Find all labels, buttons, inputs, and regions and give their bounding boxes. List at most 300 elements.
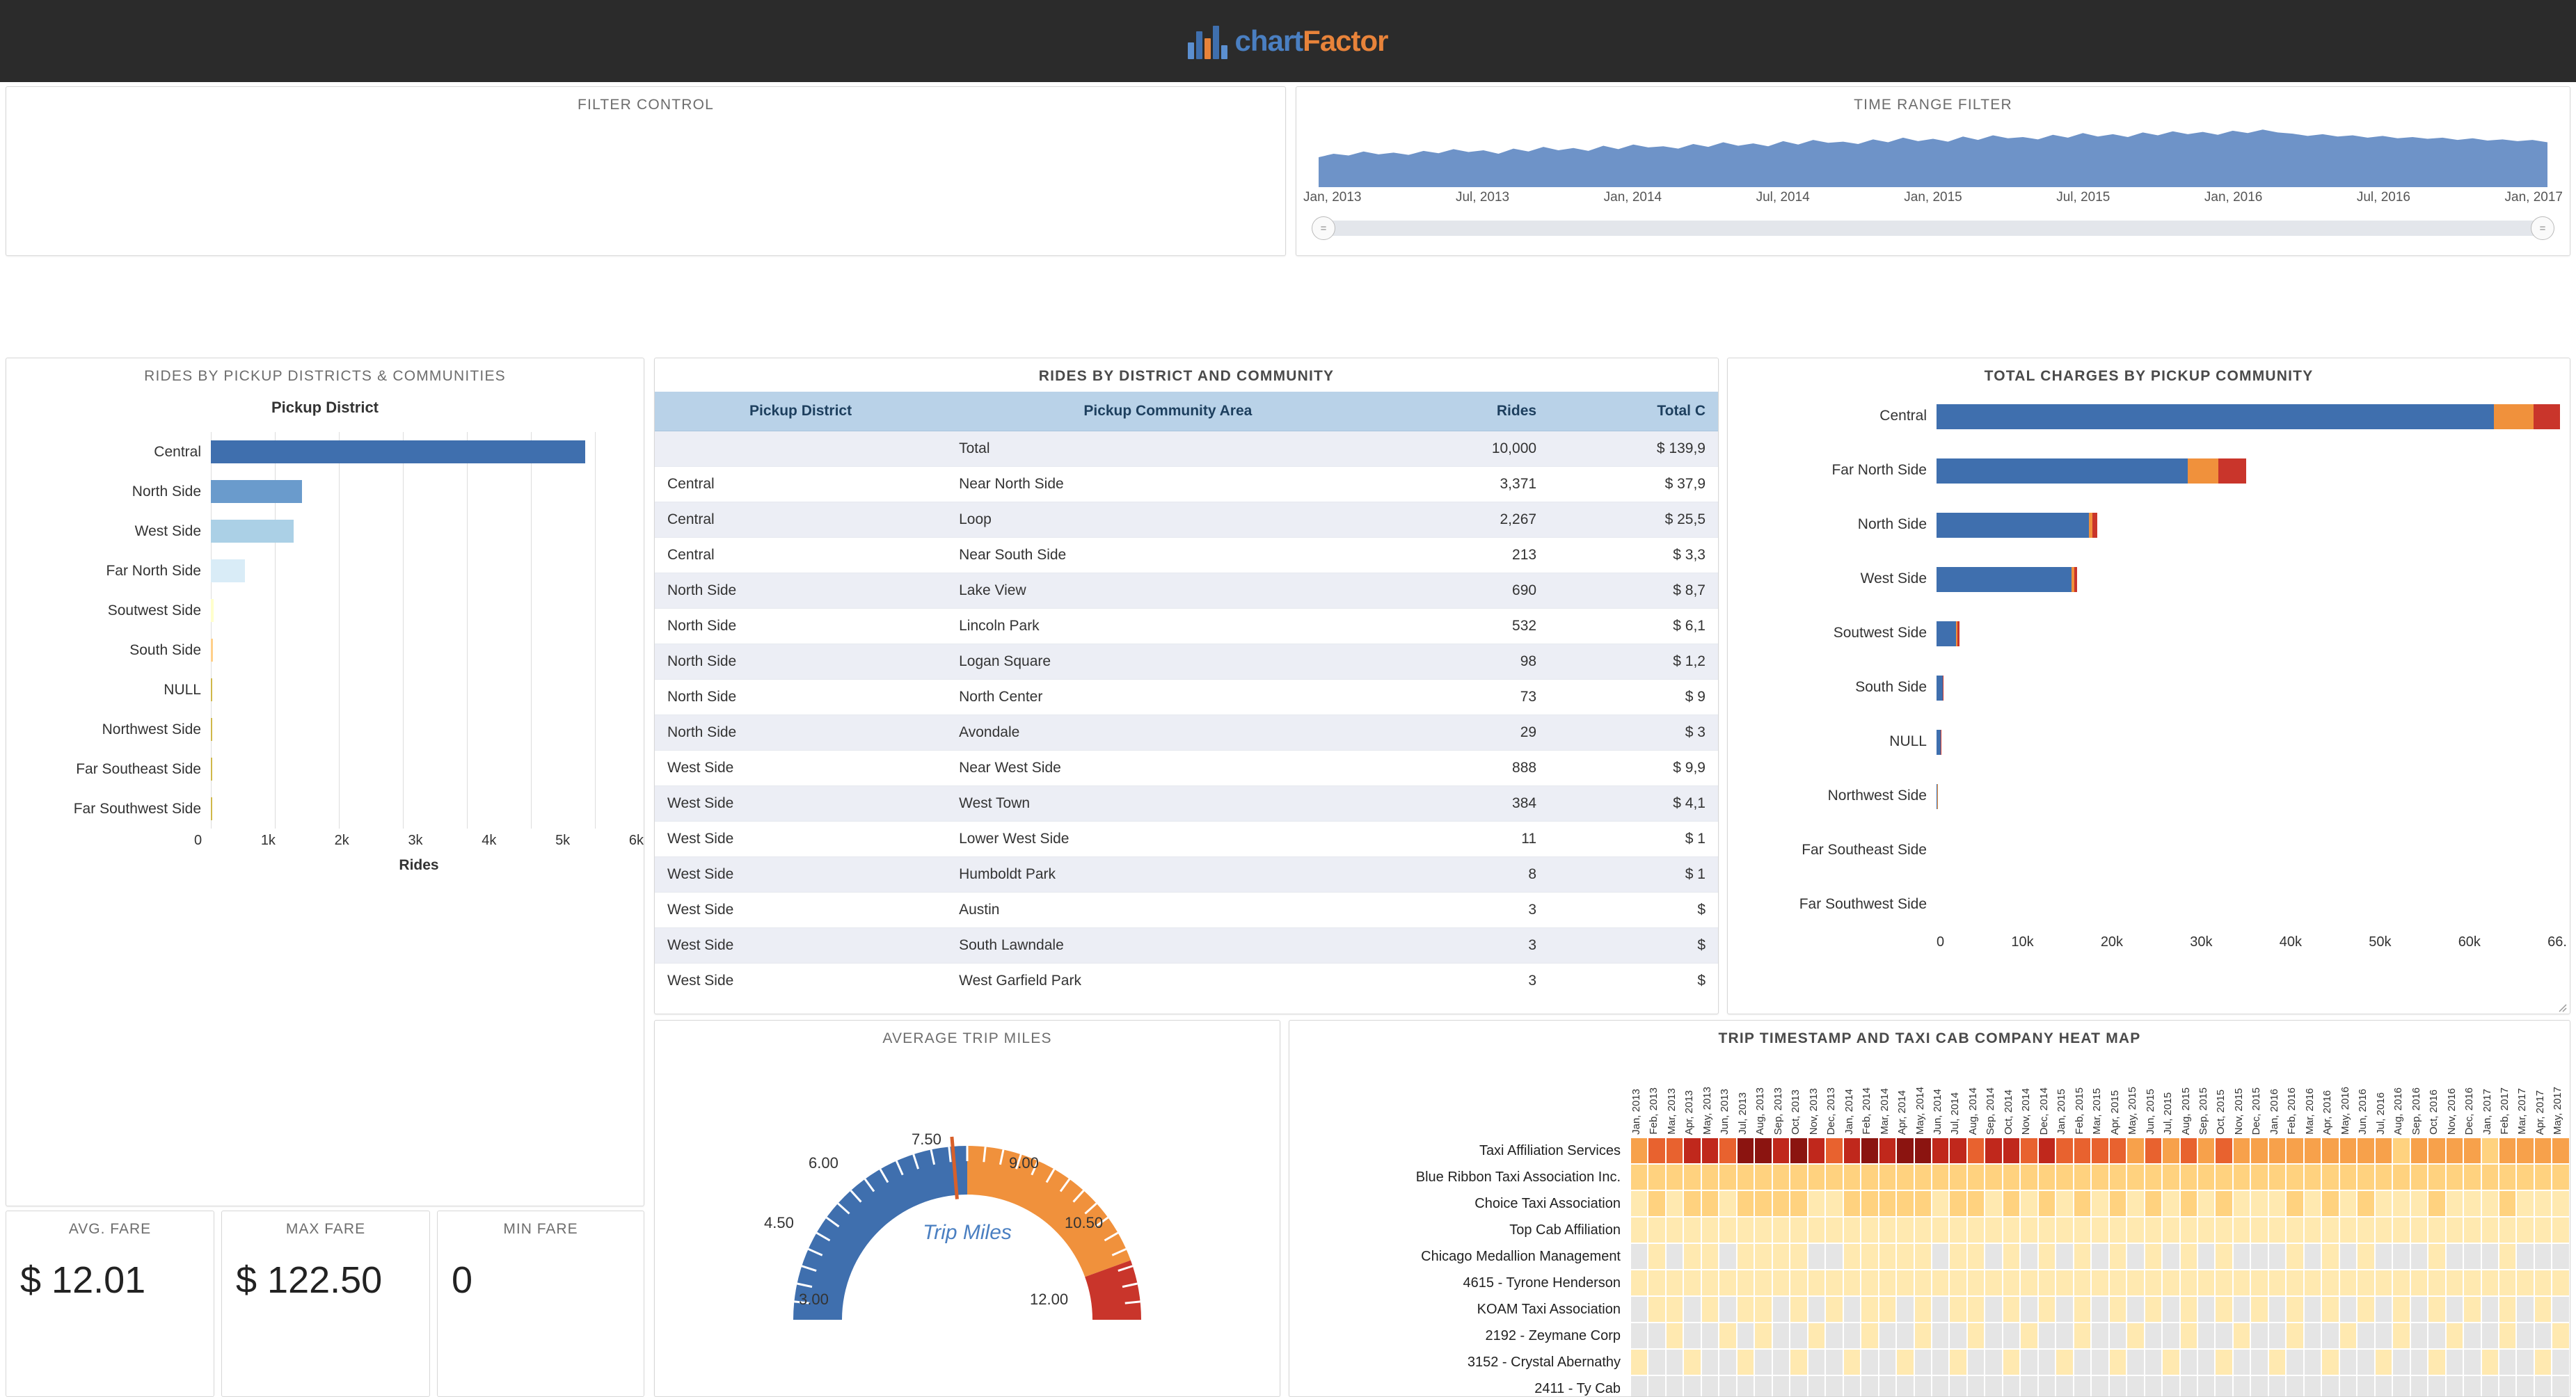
heatmap-cell[interactable] [2038, 1375, 2056, 1397]
heatmap-cell[interactable] [2091, 1190, 2108, 1217]
heatmap-cell[interactable] [1719, 1323, 1736, 1349]
heatmap-cell[interactable] [1825, 1270, 1843, 1296]
heatmap-cell[interactable] [1772, 1296, 1790, 1323]
heatmap-cell[interactable] [2233, 1349, 2250, 1375]
heatmap-cell[interactable] [2516, 1349, 2534, 1375]
heatmap-cell[interactable] [2516, 1323, 2534, 1349]
heatmap-cell[interactable] [1985, 1323, 2002, 1349]
table-row[interactable] [655, 680, 1718, 715]
heatmap-cell[interactable] [2410, 1375, 2428, 1397]
district-bar[interactable] [211, 520, 294, 543]
heatmap-cell[interactable] [2197, 1323, 2215, 1349]
heatmap-cell[interactable] [2375, 1296, 2392, 1323]
table-row[interactable] [655, 822, 1718, 857]
heatmap-cell[interactable] [1861, 1349, 1878, 1375]
heatmap-cell[interactable] [1648, 1296, 1665, 1323]
heatmap-cell[interactable] [2109, 1375, 2126, 1397]
district-bar-row[interactable] [23, 472, 595, 511]
heatmap-cells[interactable] [1630, 1137, 2570, 1397]
heatmap-cell[interactable] [1932, 1296, 1949, 1323]
heatmap-cell[interactable] [1879, 1190, 1896, 1217]
district-bar[interactable] [211, 440, 585, 463]
heatmap-cell[interactable] [2162, 1164, 2179, 1190]
heatmap-cell[interactable] [2392, 1217, 2410, 1243]
heatmap-cell[interactable] [1737, 1243, 1754, 1270]
heatmap-cell[interactable] [2233, 1270, 2250, 1296]
heatmap-cell[interactable] [2020, 1323, 2037, 1349]
heatmap-cell[interactable] [2003, 1217, 2020, 1243]
heatmap-cell[interactable] [2499, 1270, 2516, 1296]
heatmap-cell[interactable] [1896, 1270, 1914, 1296]
heatmap-grid[interactable] [1289, 1137, 2570, 1397]
heatmap-cell[interactable] [2250, 1190, 2268, 1217]
heatmap-cell[interactable] [2038, 1323, 2056, 1349]
heatmap-cell[interactable] [2038, 1296, 2056, 1323]
resize-handle-icon[interactable] [2556, 1001, 2567, 1012]
heatmap-cell[interactable] [2516, 1243, 2534, 1270]
heatmap-cell[interactable] [2268, 1270, 2286, 1296]
charges-bar-segment-extras[interactable] [1957, 621, 1959, 646]
district-bar-row[interactable] [23, 789, 595, 829]
heatmap-cell[interactable] [1808, 1190, 1825, 1217]
heatmap-cell[interactable] [1630, 1296, 1648, 1323]
heatmap-cell[interactable] [1666, 1323, 1683, 1349]
heatmap-cell[interactable] [1967, 1243, 1985, 1270]
heatmap-cell[interactable] [2375, 1137, 2392, 1164]
heatmap-cell[interactable] [1808, 1349, 1825, 1375]
heatmap-cell[interactable] [2304, 1323, 2321, 1349]
heatmap-cell[interactable] [2534, 1217, 2552, 1243]
heatmap-cell[interactable] [2180, 1349, 2197, 1375]
table-row[interactable] [655, 644, 1718, 680]
district-bar[interactable] [211, 639, 213, 662]
heatmap-cell[interactable] [1754, 1375, 1772, 1397]
time-range-area-chart[interactable] [1319, 122, 2547, 187]
heatmap-cell[interactable] [2003, 1296, 2020, 1323]
heatmap-cell[interactable] [1896, 1190, 1914, 1217]
heatmap-cell[interactable] [2410, 1323, 2428, 1349]
heatmap-cell[interactable] [1843, 1296, 1861, 1323]
heatmap-cell[interactable] [1790, 1190, 1807, 1217]
heatmap-cell[interactable] [2304, 1270, 2321, 1296]
heatmap-cell[interactable] [2020, 1217, 2037, 1243]
heatmap-cell[interactable] [1683, 1375, 1701, 1397]
heatmap-cell[interactable] [2091, 1217, 2108, 1243]
heatmap-cell[interactable] [2268, 1164, 2286, 1190]
district-bar[interactable] [211, 718, 212, 741]
heatmap-cell[interactable] [2286, 1375, 2303, 1397]
heatmap-cell[interactable] [1861, 1190, 1878, 1217]
heatmap-cell[interactable] [1825, 1137, 1843, 1164]
heatmap-cell[interactable] [1861, 1296, 1878, 1323]
heatmap-cell[interactable] [2410, 1243, 2428, 1270]
heatmap-cell[interactable] [1914, 1243, 1932, 1270]
heatmap-cell[interactable] [2056, 1190, 2073, 1217]
heatmap-cell[interactable] [2074, 1323, 2091, 1349]
heatmap-cell[interactable] [2499, 1323, 2516, 1349]
heatmap-cell[interactable] [2162, 1217, 2179, 1243]
district-bar-row[interactable] [23, 749, 595, 789]
heatmap-cell[interactable] [1790, 1137, 1807, 1164]
heatmap-cell[interactable] [1701, 1217, 1719, 1243]
heatmap-cell[interactable] [1808, 1217, 1825, 1243]
heatmap-cell[interactable] [2516, 1190, 2534, 1217]
heatmap-cell[interactable] [1772, 1270, 1790, 1296]
charges-bar-segment-extras[interactable] [2074, 567, 2077, 592]
heatmap-cell[interactable] [1949, 1164, 1966, 1190]
charges-bar-row[interactable] [1728, 389, 2570, 443]
heatmap-cell[interactable] [2375, 1190, 2392, 1217]
heatmap-cell[interactable] [2233, 1375, 2250, 1397]
heatmap-cell[interactable] [2339, 1323, 2357, 1349]
heatmap-cell[interactable] [2552, 1164, 2569, 1190]
heatmap-cell[interactable] [2003, 1190, 2020, 1217]
heatmap-cell[interactable] [1754, 1164, 1772, 1190]
heatmap-cell[interactable] [1630, 1190, 1648, 1217]
heatmap-cell[interactable] [2392, 1190, 2410, 1217]
district-bar[interactable] [211, 559, 245, 582]
heatmap-cell[interactable] [2020, 1349, 2037, 1375]
heatmap-cell[interactable] [2534, 1323, 2552, 1349]
heatmap-cell[interactable] [1790, 1375, 1807, 1397]
heatmap-cell[interactable] [2552, 1375, 2569, 1397]
heatmap-cell[interactable] [2481, 1137, 2499, 1164]
heatmap-cell[interactable] [1719, 1190, 1736, 1217]
heatmap-cell[interactable] [2145, 1270, 2162, 1296]
heatmap-cell[interactable] [1701, 1164, 1719, 1190]
heatmap-cell[interactable] [1843, 1137, 1861, 1164]
charges-bar-segment-fare[interactable] [1937, 458, 2188, 484]
heatmap-cell[interactable] [1967, 1270, 1985, 1296]
heatmap-cell[interactable] [2215, 1296, 2232, 1323]
heatmap-cell[interactable] [1861, 1243, 1878, 1270]
heatmap-cell[interactable] [1683, 1243, 1701, 1270]
heatmap-cell[interactable] [2020, 1296, 2037, 1323]
table-row[interactable] [655, 857, 1718, 893]
heatmap-cell[interactable] [2126, 1375, 2144, 1397]
heatmap-cell[interactable] [2516, 1217, 2534, 1243]
heatmap-cell[interactable] [2126, 1243, 2144, 1270]
heatmap-cell[interactable] [1967, 1296, 1985, 1323]
charges-bar-segment-fare[interactable] [1937, 513, 2089, 538]
heatmap-cell[interactable] [2162, 1323, 2179, 1349]
heatmap-cell[interactable] [2145, 1349, 2162, 1375]
column-header-district[interactable]: Pickup District [655, 392, 946, 431]
heatmap-cell[interactable] [2499, 1349, 2516, 1375]
heatmap-cell[interactable] [2286, 1349, 2303, 1375]
heatmap-cell[interactable] [2339, 1296, 2357, 1323]
heatmap-cell[interactable] [1666, 1349, 1683, 1375]
heatmap-cell[interactable] [2321, 1349, 2339, 1375]
heatmap-cell[interactable] [2534, 1375, 2552, 1397]
heatmap-cell[interactable] [2410, 1349, 2428, 1375]
heatmap-cell[interactable] [2357, 1323, 2374, 1349]
heatmap-cell[interactable] [1985, 1349, 2002, 1375]
heatmap-cell[interactable] [1843, 1243, 1861, 1270]
heatmap-cell[interactable] [1825, 1349, 1843, 1375]
charges-bar-row[interactable] [1728, 497, 2570, 552]
heatmap-cell[interactable] [1879, 1217, 1896, 1243]
heatmap-cell[interactable] [2446, 1349, 2463, 1375]
heatmap-cell[interactable] [2215, 1217, 2232, 1243]
heatmap-cell[interactable] [2552, 1323, 2569, 1349]
heatmap-cell[interactable] [1630, 1270, 1648, 1296]
heatmap-cell[interactable] [2286, 1296, 2303, 1323]
heatmap-cell[interactable] [2215, 1137, 2232, 1164]
heatmap-cell[interactable] [1648, 1323, 1665, 1349]
heatmap-cell[interactable] [1985, 1217, 2002, 1243]
heatmap-cell[interactable] [2197, 1349, 2215, 1375]
heatmap-cell[interactable] [1701, 1270, 1719, 1296]
heatmap-cell[interactable] [2215, 1375, 2232, 1397]
heatmap-cell[interactable] [1949, 1217, 1966, 1243]
heatmap-cell[interactable] [1861, 1137, 1878, 1164]
heatmap-cell[interactable] [2463, 1164, 2481, 1190]
heatmap-cell[interactable] [2286, 1164, 2303, 1190]
heatmap-cell[interactable] [1932, 1217, 1949, 1243]
heatmap-cell[interactable] [2499, 1375, 2516, 1397]
heatmap-cell[interactable] [2463, 1323, 2481, 1349]
heatmap-cell[interactable] [2145, 1190, 2162, 1217]
heatmap-cell[interactable] [2180, 1164, 2197, 1190]
heatmap-cell[interactable] [2446, 1137, 2463, 1164]
heatmap-cell[interactable] [2126, 1164, 2144, 1190]
heatmap-cell[interactable] [2410, 1270, 2428, 1296]
districts-bar-chart[interactable] [23, 432, 595, 829]
heatmap-cell[interactable] [2268, 1323, 2286, 1349]
heatmap-cell[interactable] [2250, 1137, 2268, 1164]
heatmap-cell[interactable] [2357, 1190, 2374, 1217]
heatmap-cell[interactable] [1879, 1349, 1896, 1375]
column-header-community[interactable]: Pickup Community Area [946, 392, 1389, 431]
heatmap-cell[interactable] [2516, 1375, 2534, 1397]
heatmap-cell[interactable] [2516, 1164, 2534, 1190]
heatmap-cell[interactable] [2250, 1296, 2268, 1323]
heatmap-cell[interactable] [2428, 1217, 2445, 1243]
heatmap-cell[interactable] [2145, 1217, 2162, 1243]
heatmap-cell[interactable] [2463, 1270, 2481, 1296]
heatmap-cell[interactable] [1754, 1270, 1772, 1296]
heatmap-cell[interactable] [2552, 1349, 2569, 1375]
heatmap-cell[interactable] [2197, 1164, 2215, 1190]
heatmap-cell[interactable] [2056, 1349, 2073, 1375]
heatmap-cell[interactable] [2428, 1190, 2445, 1217]
heatmap-cell[interactable] [1932, 1137, 1949, 1164]
charges-bar-segment-extras[interactable] [2092, 513, 2097, 538]
heatmap-cell[interactable] [2321, 1270, 2339, 1296]
charges-bar-segment-fare[interactable] [1937, 676, 1943, 701]
heatmap-cell[interactable] [2481, 1243, 2499, 1270]
heatmap-cell[interactable] [2446, 1217, 2463, 1243]
heatmap-cell[interactable] [2091, 1375, 2108, 1397]
heatmap-cell[interactable] [2020, 1270, 2037, 1296]
heatmap-cell[interactable] [1683, 1296, 1701, 1323]
heatmap-cell[interactable] [2286, 1270, 2303, 1296]
heatmap-cell[interactable] [2145, 1137, 2162, 1164]
heatmap-cell[interactable] [2499, 1190, 2516, 1217]
heatmap-cell[interactable] [1949, 1375, 1966, 1397]
charges-bar-row[interactable] [1728, 606, 2570, 660]
heatmap-cell[interactable] [1967, 1164, 1985, 1190]
heatmap-cell[interactable] [1737, 1190, 1754, 1217]
heatmap-cell[interactable] [2392, 1296, 2410, 1323]
heatmap-cell[interactable] [2003, 1164, 2020, 1190]
heatmap-cell[interactable] [1967, 1217, 1985, 1243]
heatmap-cell[interactable] [2003, 1323, 2020, 1349]
table-row[interactable] [655, 928, 1718, 964]
heatmap-cell[interactable] [2357, 1296, 2374, 1323]
heatmap-cell[interactable] [1985, 1243, 2002, 1270]
heatmap-cell[interactable] [2268, 1190, 2286, 1217]
heatmap-cell[interactable] [1630, 1323, 1648, 1349]
heatmap-cell[interactable] [1949, 1137, 1966, 1164]
heatmap-cell[interactable] [2286, 1190, 2303, 1217]
heatmap-cell[interactable] [1914, 1164, 1932, 1190]
heatmap-cell[interactable] [2481, 1164, 2499, 1190]
heatmap-cell[interactable] [1701, 1190, 1719, 1217]
heatmap-cell[interactable] [1879, 1375, 1896, 1397]
heatmap-cell[interactable] [2180, 1323, 2197, 1349]
table-row[interactable] [655, 431, 1718, 467]
heatmap-cell[interactable] [1666, 1190, 1683, 1217]
heatmap-cell[interactable] [1666, 1217, 1683, 1243]
heatmap-cell[interactable] [2463, 1375, 2481, 1397]
heatmap-cell[interactable] [2233, 1243, 2250, 1270]
heatmap-cell[interactable] [2304, 1164, 2321, 1190]
heatmap-cell[interactable] [2020, 1190, 2037, 1217]
heatmap-cell[interactable] [1967, 1375, 1985, 1397]
heatmap-cell[interactable] [2534, 1270, 2552, 1296]
heatmap-cell[interactable] [2481, 1296, 2499, 1323]
heatmap-cell[interactable] [1843, 1323, 1861, 1349]
heatmap-cell[interactable] [1896, 1323, 1914, 1349]
table-row[interactable] [655, 893, 1718, 928]
heatmap-cell[interactable] [1648, 1243, 1665, 1270]
heatmap-cell[interactable] [1719, 1137, 1736, 1164]
heatmap-cell[interactable] [2392, 1137, 2410, 1164]
heatmap-cell[interactable] [1701, 1375, 1719, 1397]
district-bar-row[interactable] [23, 630, 595, 670]
heatmap-cell[interactable] [2126, 1217, 2144, 1243]
heatmap-cell[interactable] [2286, 1137, 2303, 1164]
heatmap-cell[interactable] [1772, 1323, 1790, 1349]
heatmap-cell[interactable] [1843, 1349, 1861, 1375]
heatmap-cell[interactable] [2003, 1375, 2020, 1397]
heatmap-cell[interactable] [2552, 1243, 2569, 1270]
heatmap-cell[interactable] [1719, 1243, 1736, 1270]
heatmap-cell[interactable] [2481, 1270, 2499, 1296]
heatmap-cell[interactable] [2215, 1323, 2232, 1349]
heatmap-cell[interactable] [2428, 1270, 2445, 1296]
heatmap-cell[interactable] [2481, 1375, 2499, 1397]
heatmap-cell[interactable] [1772, 1190, 1790, 1217]
heatmap-cell[interactable] [1666, 1375, 1683, 1397]
heatmap-cell[interactable] [2126, 1296, 2144, 1323]
heatmap-cell[interactable] [2375, 1349, 2392, 1375]
heatmap-cell[interactable] [2268, 1217, 2286, 1243]
heatmap-cell[interactable] [2375, 1375, 2392, 1397]
heatmap-cell[interactable] [2552, 1296, 2569, 1323]
heatmap-cell[interactable] [2357, 1375, 2374, 1397]
heatmap-cell[interactable] [2056, 1217, 2073, 1243]
heatmap-cell[interactable] [2339, 1375, 2357, 1397]
heatmap-cell[interactable] [1879, 1243, 1896, 1270]
charges-bar-segment-tips[interactable] [2188, 458, 2218, 484]
heatmap-cell[interactable] [2339, 1270, 2357, 1296]
heatmap-cell[interactable] [1790, 1323, 1807, 1349]
district-bar-row[interactable] [23, 670, 595, 710]
heatmap-cell[interactable] [2126, 1270, 2144, 1296]
heatmap-cell[interactable] [2056, 1323, 2073, 1349]
heatmap-cell[interactable] [2074, 1375, 2091, 1397]
heatmap-cell[interactable] [1683, 1323, 1701, 1349]
heatmap-cell[interactable] [1861, 1323, 1878, 1349]
table-row[interactable] [655, 715, 1718, 751]
charges-bar-row[interactable] [1728, 715, 2570, 769]
heatmap-cell[interactable] [2162, 1349, 2179, 1375]
heatmap-cell[interactable] [1861, 1164, 1878, 1190]
heatmap-cell[interactable] [1754, 1323, 1772, 1349]
heatmap-cell[interactable] [1896, 1137, 1914, 1164]
heatmap-cell[interactable] [2428, 1137, 2445, 1164]
heatmap-cell[interactable] [2197, 1190, 2215, 1217]
heatmap-cell[interactable] [1683, 1190, 1701, 1217]
charges-bar-row[interactable] [1728, 769, 2570, 823]
heatmap-cell[interactable] [2215, 1270, 2232, 1296]
heatmap-cell[interactable] [2038, 1270, 2056, 1296]
heatmap-cell[interactable] [1630, 1137, 1648, 1164]
heatmap-cell[interactable] [2038, 1349, 2056, 1375]
total-charges-bar-chart[interactable] [1728, 389, 2570, 932]
heatmap-cell[interactable] [2534, 1296, 2552, 1323]
heatmap-cell[interactable] [1896, 1349, 1914, 1375]
heatmap-cell[interactable] [2499, 1137, 2516, 1164]
heatmap-cell[interactable] [1808, 1323, 1825, 1349]
heatmap-cell[interactable] [2410, 1164, 2428, 1190]
heatmap-cell[interactable] [2003, 1243, 2020, 1270]
heatmap-cell[interactable] [2145, 1164, 2162, 1190]
heatmap-cell[interactable] [2056, 1164, 2073, 1190]
heatmap-cell[interactable] [1967, 1137, 1985, 1164]
heatmap-cell[interactable] [2481, 1190, 2499, 1217]
heatmap-cell[interactable] [1630, 1217, 1648, 1243]
heatmap-cell[interactable] [1985, 1296, 2002, 1323]
heatmap-cell[interactable] [2162, 1190, 2179, 1217]
heatmap-cell[interactable] [1630, 1375, 1648, 1397]
heatmap-cell[interactable] [1683, 1137, 1701, 1164]
heatmap-cell[interactable] [2534, 1243, 2552, 1270]
heatmap-cell[interactable] [2446, 1243, 2463, 1270]
heatmap-cell[interactable] [1949, 1270, 1966, 1296]
heatmap-cell[interactable] [2233, 1296, 2250, 1323]
heatmap-cell[interactable] [2180, 1190, 2197, 1217]
heatmap-cell[interactable] [2428, 1243, 2445, 1270]
slider-handle-right-icon[interactable]: = [2531, 216, 2554, 240]
heatmap-cell[interactable] [1666, 1164, 1683, 1190]
heatmap-cell[interactable] [2321, 1243, 2339, 1270]
heatmap-cell[interactable] [2003, 1137, 2020, 1164]
heatmap-cell[interactable] [2074, 1349, 2091, 1375]
district-bar-row[interactable] [23, 591, 595, 630]
heatmap-cell[interactable] [1932, 1323, 1949, 1349]
heatmap-cell[interactable] [2339, 1190, 2357, 1217]
district-bar[interactable] [211, 758, 212, 781]
heatmap-cell[interactable] [2056, 1296, 2073, 1323]
heatmap-cell[interactable] [2074, 1137, 2091, 1164]
heatmap-cell[interactable] [2180, 1270, 2197, 1296]
column-header-total-charges[interactable]: Total C [1549, 392, 1718, 431]
heatmap-cell[interactable] [1914, 1137, 1932, 1164]
